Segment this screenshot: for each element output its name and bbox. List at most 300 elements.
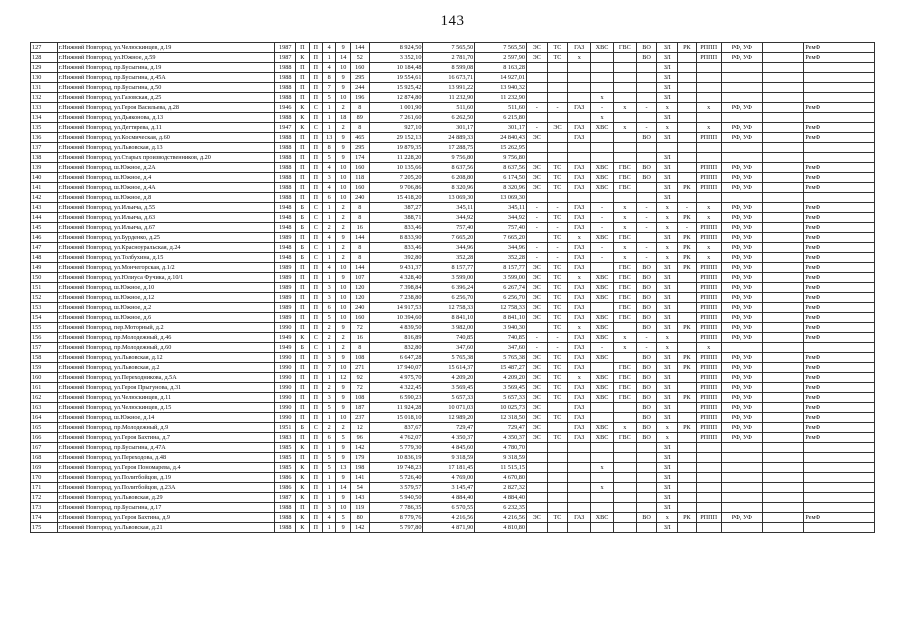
- sewerage-cell: [636, 113, 657, 123]
- year-built-cell: 1987: [275, 493, 296, 503]
- fund-type-cell: РФ, УФ: [721, 213, 762, 223]
- total-area-cell: 17 940,07: [369, 363, 423, 373]
- table-row: [31, 103, 875, 113]
- repair-fund-cell: РемФ: [804, 123, 875, 133]
- repair-fund-cell: [804, 453, 875, 463]
- extra-cell: [762, 343, 803, 353]
- living-area-cell: 4 871,90: [423, 523, 475, 533]
- electricity-cell: [526, 93, 547, 103]
- extra-cell: [762, 83, 803, 93]
- hot-water-cell: х: [613, 243, 636, 253]
- repair-fund-cell: РемФ: [804, 223, 875, 233]
- floor-type-cell: П: [309, 163, 322, 173]
- residential-area-cell: 10 025,73: [475, 403, 527, 413]
- heating-cell: ТС: [547, 353, 568, 363]
- total-area-cell: 9 706,86: [369, 183, 423, 193]
- garbage-chute-cell: ЗЛ: [657, 263, 678, 273]
- extra-cell: [762, 243, 803, 253]
- residential-area-cell: 2 827,32: [475, 483, 527, 493]
- gas-cell: [568, 453, 591, 463]
- repair-fund-cell: РемФ: [804, 323, 875, 333]
- roof-cell: [678, 413, 697, 423]
- sewerage-cell: -: [636, 243, 657, 253]
- repair-program-cell: РППП: [696, 433, 721, 443]
- floors-cell: 2: [336, 243, 350, 253]
- total-area-cell: 19 879,35: [369, 143, 423, 153]
- heating-cell: [547, 473, 568, 483]
- table-row: [31, 363, 875, 373]
- floors-cell: 2: [336, 103, 350, 113]
- wall-type-cell: Б: [296, 223, 309, 233]
- fund-type-cell: РФ, УФ: [721, 203, 762, 213]
- garbage-chute-cell: х: [657, 103, 678, 113]
- apartments-cell: 120: [350, 283, 369, 293]
- year-built-cell: 1946: [275, 103, 296, 113]
- living-area-cell: 9 756,80: [423, 153, 475, 163]
- repair-fund-cell: РемФ: [804, 133, 875, 143]
- heating-cell: ТС: [547, 233, 568, 243]
- fund-type-cell: РФ, УФ: [721, 133, 762, 143]
- residential-area-cell: 4 350,37: [475, 433, 527, 443]
- floor-type-cell: П: [309, 403, 322, 413]
- sewerage-cell: [636, 73, 657, 83]
- cold-water-cell: -: [591, 253, 614, 263]
- address-cell: г.Нижний Новгород, ул.Ильича, д.63: [57, 213, 274, 223]
- sewerage-cell: [636, 143, 657, 153]
- table-row: [31, 413, 875, 423]
- fund-type-cell: [721, 93, 762, 103]
- garbage-chute-cell: ЗЛ: [657, 283, 678, 293]
- sewerage-cell: -: [636, 223, 657, 233]
- wall-type-cell: П: [296, 453, 309, 463]
- total-area-cell: 5 797,80: [369, 523, 423, 533]
- address-cell: г.Нижний Новгород, ул.Ильича, д.55: [57, 203, 274, 213]
- row-number-cell: 156: [31, 333, 58, 343]
- living-area-cell: 4 884,40: [423, 493, 475, 503]
- repair-program-cell: РППП: [696, 303, 721, 313]
- address-cell: г.Нижний Новгород, ш.Южное, д.14: [57, 413, 274, 423]
- roof-cell: РК: [678, 393, 697, 403]
- heating-cell: [547, 523, 568, 533]
- apartments-cell: 142: [350, 443, 369, 453]
- address-cell: г.Нижний Новгород, ул.Космическая, д.60: [57, 133, 274, 143]
- cold-water-cell: [591, 503, 614, 513]
- repair-program-cell: РППП: [696, 383, 721, 393]
- residential-area-cell: 4 810,80: [475, 523, 527, 533]
- residential-area-cell: 12 758,33: [475, 303, 527, 313]
- entrances-cell: 6: [323, 193, 336, 203]
- row-number-cell: 163: [31, 403, 58, 413]
- wall-type-cell: П: [296, 263, 309, 273]
- gas-cell: ГАЗ: [568, 293, 591, 303]
- heating-cell: [547, 483, 568, 493]
- entrances-cell: 7: [323, 83, 336, 93]
- table-row: [31, 383, 875, 393]
- garbage-chute-cell: ЗЛ: [657, 293, 678, 303]
- floors-cell: 9: [336, 473, 350, 483]
- entrances-cell: 8: [323, 143, 336, 153]
- year-built-cell: 1989: [275, 233, 296, 243]
- gas-cell: [568, 473, 591, 483]
- repair-program-cell: РППП: [696, 393, 721, 403]
- hot-water-cell: х: [613, 333, 636, 343]
- living-area-cell: 7 665,20: [423, 233, 475, 243]
- apartments-cell: 160: [350, 313, 369, 323]
- year-built-cell: 1990: [275, 403, 296, 413]
- repair-fund-cell: [804, 73, 875, 83]
- address-cell: г.Нижний Новгород, пер.Моторный, д.2: [57, 323, 274, 333]
- total-area-cell: 10 135,66: [369, 163, 423, 173]
- apartments-cell: 108: [350, 353, 369, 363]
- table-row: [31, 53, 875, 63]
- residential-area-cell: 8 841,10: [475, 313, 527, 323]
- table-row: [31, 443, 875, 453]
- repair-program-cell: РППП: [696, 263, 721, 273]
- hot-water-cell: [613, 403, 636, 413]
- year-built-cell: 1990: [275, 363, 296, 373]
- year-built-cell: 1989: [275, 303, 296, 313]
- living-area-cell: 352,28: [423, 253, 475, 263]
- address-cell: г.Нижний Новгород, ул.Южное, д.59: [57, 53, 274, 63]
- hot-water-cell: [613, 323, 636, 333]
- entrances-cell: 5: [323, 403, 336, 413]
- floors-cell: 9: [336, 523, 350, 533]
- sewerage-cell: [636, 453, 657, 463]
- roof-cell: РК: [678, 243, 697, 253]
- extra-cell: [762, 93, 803, 103]
- sewerage-cell: ВО: [636, 373, 657, 383]
- wall-type-cell: П: [296, 503, 309, 513]
- garbage-chute-cell: ЗЛ: [657, 63, 678, 73]
- roof-cell: [678, 283, 697, 293]
- living-area-cell: 12 989,20: [423, 413, 475, 423]
- year-built-cell: 1948: [275, 253, 296, 263]
- cold-water-cell: ХВС: [591, 513, 614, 523]
- apartments-cell: 8: [350, 253, 369, 263]
- gas-cell: ГАЗ: [568, 43, 591, 53]
- floors-cell: 9: [336, 323, 350, 333]
- total-area-cell: 5 779,30: [369, 443, 423, 453]
- cold-water-cell: ХВС: [591, 163, 614, 173]
- residential-area-cell: 11 515,15: [475, 463, 527, 473]
- living-area-cell: 6 256,70: [423, 293, 475, 303]
- row-number-cell: 153: [31, 303, 58, 313]
- living-area-cell: 4 216,56: [423, 513, 475, 523]
- floor-type-cell: П: [309, 53, 322, 63]
- repair-program-cell: РППП: [696, 133, 721, 143]
- fund-type-cell: РФ, УФ: [721, 303, 762, 313]
- total-area-cell: 7 261,60: [369, 113, 423, 123]
- cold-water-cell: [591, 193, 614, 203]
- repair-fund-cell: РемФ: [804, 293, 875, 303]
- row-number-cell: 142: [31, 193, 58, 203]
- repair-fund-cell: РемФ: [804, 383, 875, 393]
- hot-water-cell: х: [613, 423, 636, 433]
- roof-cell: РК: [678, 233, 697, 243]
- total-area-cell: 4 322,45: [369, 383, 423, 393]
- year-built-cell: 1988: [275, 523, 296, 533]
- repair-fund-cell: РемФ: [804, 313, 875, 323]
- roof-cell: [678, 433, 697, 443]
- table-row: [31, 283, 875, 293]
- cold-water-cell: ХВС: [591, 183, 614, 193]
- heating-cell: [547, 493, 568, 503]
- apartments-cell: 237: [350, 413, 369, 423]
- heating-cell: [547, 83, 568, 93]
- gas-cell: [568, 483, 591, 493]
- hot-water-cell: [613, 83, 636, 93]
- extra-cell: [762, 233, 803, 243]
- living-area-cell: 10 071,03: [423, 403, 475, 413]
- electricity-cell: [526, 83, 547, 93]
- apartments-cell: 118: [350, 173, 369, 183]
- total-area-cell: 15 925,42: [369, 83, 423, 93]
- year-built-cell: 1988: [275, 173, 296, 183]
- garbage-chute-cell: ЗЛ: [657, 473, 678, 483]
- sewerage-cell: ВО: [636, 43, 657, 53]
- residential-area-cell: 4 670,80: [475, 473, 527, 483]
- address-cell: г.Нижний Новгород, ул.Газовская, д.25: [57, 93, 274, 103]
- repair-program-cell: [696, 193, 721, 203]
- fund-type-cell: РФ, УФ: [721, 513, 762, 523]
- floors-cell: 9: [336, 353, 350, 363]
- floors-cell: 10: [336, 303, 350, 313]
- electricity-cell: [526, 463, 547, 473]
- roof-cell: РК: [678, 183, 697, 193]
- fund-type-cell: РФ, УФ: [721, 283, 762, 293]
- extra-cell: [762, 223, 803, 233]
- floors-cell: 9: [336, 153, 350, 163]
- apartments-cell: 240: [350, 303, 369, 313]
- hot-water-cell: ГВС: [613, 383, 636, 393]
- apartments-cell: 8: [350, 343, 369, 353]
- table-row: [31, 93, 875, 103]
- row-number-cell: 127: [31, 43, 58, 53]
- hot-water-cell: [613, 133, 636, 143]
- repair-fund-cell: РемФ: [804, 183, 875, 193]
- floor-type-cell: С: [309, 223, 322, 233]
- fund-type-cell: [721, 153, 762, 163]
- repair-program-cell: [696, 463, 721, 473]
- entrances-cell: 1: [323, 213, 336, 223]
- repair-program-cell: [696, 483, 721, 493]
- hot-water-cell: х: [613, 253, 636, 263]
- cold-water-cell: х: [591, 93, 614, 103]
- repair-program-cell: х: [696, 253, 721, 263]
- address-cell: г.Нижний Новгород, ул.Переходникова, д.5А: [57, 373, 274, 383]
- cold-water-cell: [591, 53, 614, 63]
- floors-cell: 10: [336, 173, 350, 183]
- gas-cell: ГАЗ: [568, 403, 591, 413]
- garbage-chute-cell: ЗЛ: [657, 443, 678, 453]
- gas-cell: ГАЗ: [568, 163, 591, 173]
- electricity-cell: -: [526, 243, 547, 253]
- row-number-cell: 166: [31, 433, 58, 443]
- living-area-cell: 5 765,38: [423, 353, 475, 363]
- repair-fund-cell: [804, 93, 875, 103]
- table-row: [31, 123, 875, 133]
- address-cell: г.Нижний Новгород, ул.Львовская, д.29: [57, 493, 274, 503]
- entrances-cell: 1: [323, 103, 336, 113]
- floor-type-cell: С: [309, 213, 322, 223]
- apartments-cell: 141: [350, 473, 369, 483]
- repair-fund-cell: РемФ: [804, 283, 875, 293]
- entrances-cell: 1: [323, 373, 336, 383]
- residential-area-cell: 3 940,30: [475, 323, 527, 333]
- roof-cell: РК: [678, 253, 697, 263]
- cold-water-cell: [591, 523, 614, 533]
- cold-water-cell: [591, 153, 614, 163]
- table-row: [31, 393, 875, 403]
- fund-type-cell: [721, 473, 762, 483]
- floors-cell: 2: [336, 123, 350, 133]
- extra-cell: [762, 73, 803, 83]
- electricity-cell: ЭС: [526, 273, 547, 283]
- address-cell: г.Нижний Новгород, ул.Челюскинцев, д.11: [57, 393, 274, 403]
- wall-type-cell: К: [296, 443, 309, 453]
- hot-water-cell: ГВС: [613, 263, 636, 273]
- hot-water-cell: [613, 463, 636, 473]
- hot-water-cell: [613, 513, 636, 523]
- garbage-chute-cell: ЗЛ: [657, 373, 678, 383]
- repair-fund-cell: РемФ: [804, 413, 875, 423]
- floors-cell: 9: [336, 273, 350, 283]
- row-number-cell: 149: [31, 263, 58, 273]
- hot-water-cell: ГВС: [613, 303, 636, 313]
- residential-area-cell: 4 884,40: [475, 493, 527, 503]
- cold-water-cell: ХВС: [591, 333, 614, 343]
- electricity-cell: ЭС: [526, 423, 547, 433]
- garbage-chute-cell: ЗЛ: [657, 83, 678, 93]
- apartments-cell: 16: [350, 333, 369, 343]
- row-number-cell: 172: [31, 493, 58, 503]
- electricity-cell: ЭС: [526, 43, 547, 53]
- address-cell: г.Нижний Новгород, ул.Мончегорская, д.1/2: [57, 263, 274, 273]
- living-area-cell: 345,11: [423, 203, 475, 213]
- electricity-cell: [526, 453, 547, 463]
- residential-area-cell: 8 157,77: [475, 263, 527, 273]
- year-built-cell: 1988: [275, 113, 296, 123]
- year-built-cell: 1988: [275, 93, 296, 103]
- wall-type-cell: П: [296, 403, 309, 413]
- living-area-cell: 17 181,45: [423, 463, 475, 473]
- address-cell: г.Нижний Новгород, пр.Бусыгина, д.17: [57, 503, 274, 513]
- garbage-chute-cell: х: [657, 223, 678, 233]
- living-area-cell: 511,60: [423, 103, 475, 113]
- gas-cell: ГАЗ: [568, 363, 591, 373]
- floor-type-cell: П: [309, 193, 322, 203]
- heating-cell: ТС: [547, 183, 568, 193]
- table-row: [31, 293, 875, 303]
- repair-program-cell: х: [696, 343, 721, 353]
- wall-type-cell: П: [296, 353, 309, 363]
- row-number-cell: 162: [31, 393, 58, 403]
- address-cell: г.Нижний Новгород, ул.Переходова, д.48: [57, 453, 274, 463]
- fund-type-cell: РФ, УФ: [721, 313, 762, 323]
- apartments-cell: 107: [350, 273, 369, 283]
- heating-cell: -: [547, 103, 568, 113]
- fund-type-cell: [721, 83, 762, 93]
- floors-cell: 9: [336, 143, 350, 153]
- extra-cell: [762, 53, 803, 63]
- apartments-cell: 16: [350, 223, 369, 233]
- heating-cell: [547, 143, 568, 153]
- repair-fund-cell: РемФ: [804, 373, 875, 383]
- roof-cell: РК: [678, 513, 697, 523]
- hot-water-cell: ГВС: [613, 313, 636, 323]
- wall-type-cell: П: [296, 323, 309, 333]
- heating-cell: ТС: [547, 413, 568, 423]
- total-area-cell: 4 839,50: [369, 323, 423, 333]
- table-row: [31, 143, 875, 153]
- hot-water-cell: [613, 413, 636, 423]
- roof-cell: [678, 383, 697, 393]
- table-row: [31, 323, 875, 333]
- electricity-cell: -: [526, 123, 547, 133]
- table-row: [31, 233, 875, 243]
- heating-cell: ЭС: [547, 123, 568, 133]
- entrances-cell: 1: [323, 253, 336, 263]
- register-table-body: [31, 43, 875, 533]
- gas-cell: х: [568, 273, 591, 283]
- repair-fund-cell: [804, 503, 875, 513]
- cold-water-cell: х: [591, 463, 614, 473]
- repair-fund-cell: РемФ: [804, 203, 875, 213]
- apartments-cell: 52: [350, 53, 369, 63]
- apartments-cell: 142: [350, 523, 369, 533]
- electricity-cell: ЭС: [526, 293, 547, 303]
- living-area-cell: 13 069,30: [423, 193, 475, 203]
- floors-cell: 9: [336, 493, 350, 503]
- total-area-cell: 9 431,37: [369, 263, 423, 273]
- roof-cell: [678, 83, 697, 93]
- fund-type-cell: РФ, УФ: [721, 293, 762, 303]
- living-area-cell: 8 599,08: [423, 63, 475, 73]
- total-area-cell: 1 001,90: [369, 103, 423, 113]
- row-number-cell: 165: [31, 423, 58, 433]
- hot-water-cell: ГВС: [613, 273, 636, 283]
- apartments-cell: 8: [350, 213, 369, 223]
- garbage-chute-cell: ЗЛ: [657, 153, 678, 163]
- row-number-cell: 136: [31, 133, 58, 143]
- sewerage-cell: ВО: [636, 423, 657, 433]
- wall-type-cell: П: [296, 193, 309, 203]
- wall-type-cell: Б: [296, 243, 309, 253]
- repair-fund-cell: РемФ: [804, 363, 875, 373]
- heating-cell: [547, 63, 568, 73]
- roof-cell: [678, 113, 697, 123]
- extra-cell: [762, 473, 803, 483]
- repair-program-cell: РППП: [696, 293, 721, 303]
- cold-water-cell: -: [591, 213, 614, 223]
- total-area-cell: 3 352,10: [369, 53, 423, 63]
- electricity-cell: ЭС: [526, 183, 547, 193]
- wall-type-cell: П: [296, 73, 309, 83]
- heating-cell: [547, 503, 568, 513]
- repair-fund-cell: [804, 83, 875, 93]
- wall-type-cell: П: [296, 143, 309, 153]
- repair-program-cell: [696, 113, 721, 123]
- entrances-cell: 6: [323, 303, 336, 313]
- floor-type-cell: С: [309, 123, 322, 133]
- extra-cell: [762, 203, 803, 213]
- apartments-cell: 160: [350, 183, 369, 193]
- living-area-cell: 9 318,59: [423, 453, 475, 463]
- total-area-cell: 392,80: [369, 253, 423, 263]
- address-cell: г.Нижний Новгород, ул.Юлиуса Фучика, д.10/1: [57, 273, 274, 283]
- floor-type-cell: С: [309, 253, 322, 263]
- living-area-cell: 344,92: [423, 213, 475, 223]
